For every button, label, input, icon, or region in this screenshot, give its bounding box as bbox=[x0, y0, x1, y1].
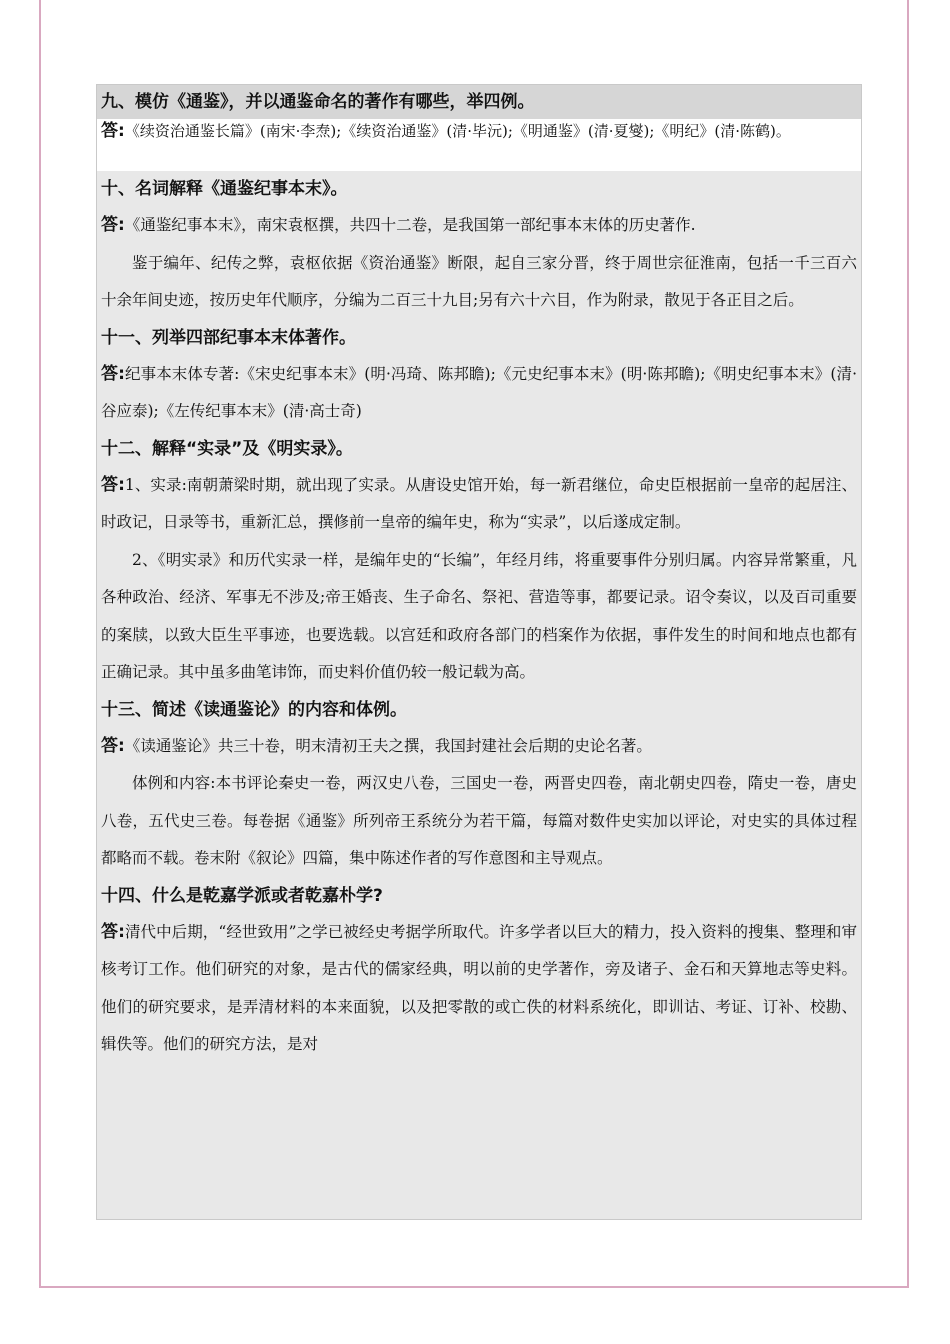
answer-label: 答: bbox=[101, 215, 125, 235]
answer-label: 答: bbox=[101, 921, 125, 942]
question-14-heading: 十四、什么是乾嘉学派或者乾嘉朴学? bbox=[101, 885, 383, 906]
answer-12-paragraph-2: 2、《明实录》和历代实录一样，是编年史的“长编”，年经月纬，将重要事件分别归属。内容异常繁重，凡各种政治、经济、军事无不涉及;帝王婚丧、生子命名、祭祀、营造等事，都要记录。诏令奏议，以及百司重要的案牍，以致大臣生平事迹，也要选载。以宫廷和政府各部门的档案作为依据，事件发生的时间和地点也都有正确记录。其中虽多曲笔讳饰，而史料价值仍较一般记载为高。 bbox=[101, 550, 857, 681]
answer-label: 答: bbox=[101, 474, 125, 495]
answer-10-text-1: 《通鉴纪事本末》，南宋袁枢撰，共四十二卷，是我国第一部纪事本末体的历史著作. bbox=[124, 216, 696, 234]
answer-9-text: 《续资治通鉴长篇》(南宋·李焘);《续资治通鉴》(清·毕沅);《明通鉴》(清·夏燮);《明纪》(清·陈鹤)。 bbox=[124, 122, 791, 140]
answer-12-text-1: 1、实录:南朝萧梁时期，就出现了实录。从唐设史馆开始，每一新君继位，命史臣根据前一皇帝的起居注、时政记，日录等书，重新汇总，撰修前一皇帝的编年史，称为“实录”，以后遂成定制。 bbox=[101, 475, 857, 531]
answer-9 bbox=[97, 119, 861, 171]
answer-label: 答: bbox=[101, 121, 125, 141]
answer-10-paragraph-2: 鉴于编年、纪传之弊，袁枢依据《资治通鉴》断限，起自三家分晋，终于周世宗征淮南，包括一千三百六十余年间史迹，按历史年代顺序，分编为二百三十九目;另有六十六目，作为附录，散见于各正目之后。 bbox=[101, 253, 857, 309]
answer-14-text: 清代中后期，“经世致用”之学已被经史考据学所取代。许多学者以巨大的精力，投入资料的搜集、整理和审核考订工作。他们研究的对象，是古代的儒家经典，明以前的史学著作，旁及诸子、金石和天算地志等史料。他们的研究要求，是弄清材料的本来面貌，以及把零散的或亡佚的材料系统化，即训诂、考证、订补、校勘、辑佚等。他们的研究方法，是对 bbox=[101, 922, 857, 1053]
answer-13-text-1: 《读通鉴论》共三十卷，明末清初王夫之撰，我国封建社会后期的史论名著。 bbox=[124, 736, 652, 755]
question-10-heading: 十、名词解释《通鉴纪事本末》。 bbox=[101, 179, 348, 199]
answer-label: 答: bbox=[101, 363, 125, 384]
question-9-heading: 九、模仿《通鉴》，并以通鉴命名的著作有哪些，举四例。 bbox=[97, 85, 861, 119]
answer-11-text: 纪事本末体专著:《宋史纪事本末》(明·冯琦、陈邦瞻);《元史纪事本末》(明·陈邦瞻);《明史纪事本末》(清·谷应泰);《左传纪事本末》(清·高士奇) bbox=[101, 364, 857, 420]
question-11-heading: 十一、列举四部纪事本末体著作。 bbox=[101, 327, 356, 348]
answer-14-paragraph bbox=[97, 914, 861, 1064]
answer-10-paragraph-1 bbox=[97, 207, 861, 245]
question-12-heading: 十二、解释“实录”及《明实录》。 bbox=[101, 438, 353, 459]
answer-13-paragraph-2: 体例和内容:本书评论秦史一卷，两汉史八卷，三国史一卷，两晋史四卷，南北朝史四卷，隋史一卷，唐史八卷，五代史三卷。每卷据《通鉴》所列帝王系统分为若干篇，每篇对数件史实加以评论，对史实的具体过程都略而不载。卷末附《叙论》四篇，集中陈述作者的写作意图和主导观点。 bbox=[101, 774, 857, 867]
document-body bbox=[96, 84, 862, 1220]
answer-label: 答: bbox=[101, 735, 125, 756]
question-13-heading: 十三、简述《读通鉴论》的内容和体例。 bbox=[101, 699, 407, 720]
answer-12-paragraph-1 bbox=[97, 467, 861, 542]
answer-11-paragraph bbox=[97, 356, 861, 431]
answer-13-paragraph-1 bbox=[97, 728, 861, 766]
